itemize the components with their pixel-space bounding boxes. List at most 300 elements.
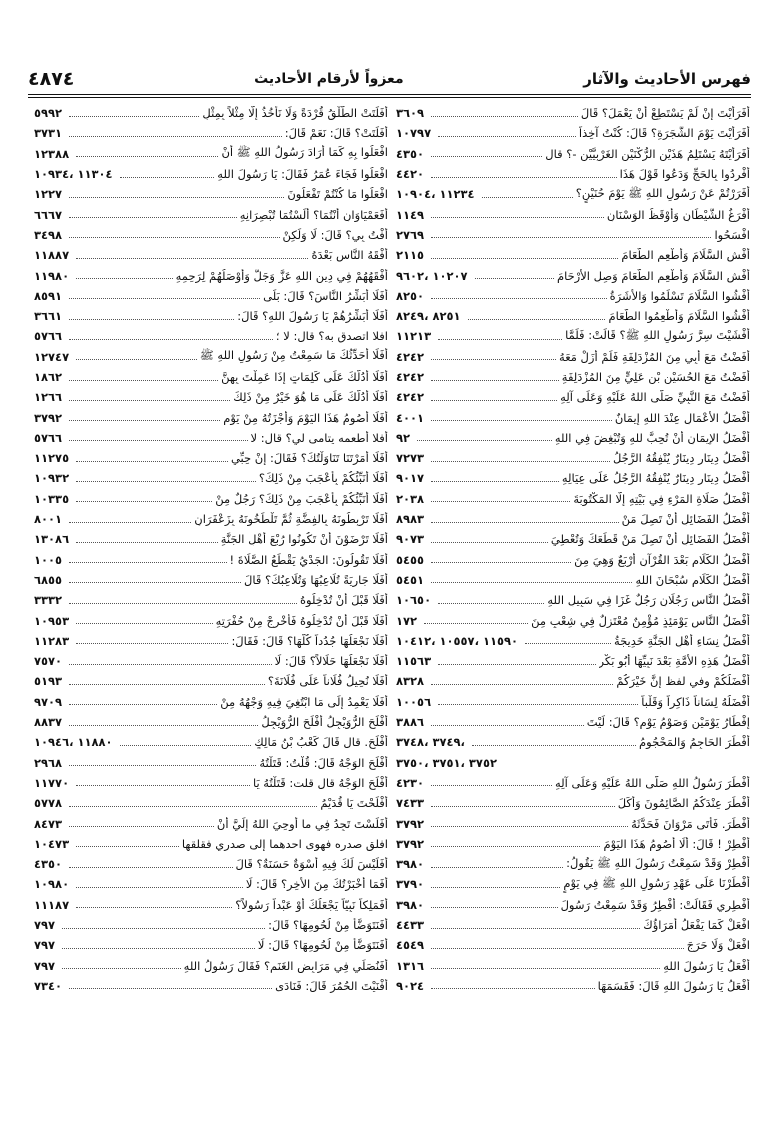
header-rule	[28, 94, 751, 95]
index-entry	[396, 347, 750, 367]
leader-dots	[69, 380, 218, 381]
page-header	[28, 66, 751, 92]
hadith-text: أَفْضَلُ الكَلَامِ بَعْدَ القُرْآنِ أَرْبَعٌ وَهِيَ مِنَ	[574, 552, 750, 567]
header-title: فهرس الأحاديث والآثار	[583, 70, 751, 88]
hadith-number: ١٢٧٤٧	[34, 349, 70, 364]
hadith-number: ٤٢٤٢	[396, 390, 425, 405]
hadith-number: ٤٥٤٩	[396, 938, 425, 953]
hadith-text: أَفْشُوا السَّلَامَ تَسْلَمُوا وَالأَشَرَةُ	[609, 288, 750, 303]
hadith-number: ٤٤٢٠	[396, 167, 425, 182]
hadith-text: أَفْعَلُ يَا رَسُولَ اللهِ	[663, 958, 750, 973]
leader-dots	[76, 258, 308, 259]
leader-dots	[438, 704, 638, 705]
leader-dots	[120, 177, 215, 178]
leader-dots	[431, 298, 607, 299]
leader-dots	[69, 420, 220, 421]
leader-dots	[431, 481, 559, 482]
index-entry	[34, 367, 388, 387]
hadith-number: ٣٧٣١	[34, 126, 63, 141]
hadith-text: أَفْطَرَ. فَأَتَى مَرْوَانَ فَحَدَّثَهُ	[631, 816, 750, 831]
hadith-text: إِفْطَارُ يَوْمَيْنِ وَصَوْمُ يَوْمٍ؟ قَالَ: لَيْتَ	[586, 715, 750, 730]
leader-dots	[69, 116, 199, 117]
hadith-text: أَفْشِ السَّلَامَ وَأَطْعِمِ الطَّعَامَ وَصِلِ الأَرْحَامَ	[556, 268, 750, 283]
index-entry	[34, 306, 388, 326]
hadith-text: أَفْشُوا السَّلَامَ وَأَطْعِمُوا الطَّعَامَ	[608, 309, 750, 324]
hadith-text: أَفَمَا أَخْبَرْتُكَ مِنَ الأَخِرِ؟ قَالَ: لَا	[245, 877, 388, 892]
hadith-text: أَفَلَا نَجْعَلُهَا جُدُداً كُلَّهَا؟ قَالَ: فَقَالَ:	[231, 633, 388, 648]
leader-dots	[69, 339, 273, 340]
hadith-number: ١٨٦٢	[34, 370, 63, 384]
hadith-text: افْعَلْ كَمَا يَفْعَلُ أُمَرَاؤُكَ	[643, 918, 750, 933]
index-entry	[34, 935, 388, 955]
hadith-number: ١٠٠٥٦	[396, 694, 432, 709]
hadith-number: ٢١١٥	[396, 248, 425, 263]
hadith-number: ١١٤٩	[396, 207, 425, 222]
index-entry	[34, 610, 388, 630]
hadith-text: أَفَلَا أُبَشِّرُ النَّاسَ؟ قَالَ: بَلَى	[263, 288, 388, 303]
hadith-text: أَفْطَرَ رَسُولُ اللهِ صَلَّى اللهُ عَلَيْهِ وَعَلَى آلِهِ	[554, 775, 750, 790]
leader-dots	[76, 156, 218, 157]
index-entry	[34, 915, 388, 935]
hadith-number: ١١٥٩٠ ،١٠٥٥٧ ،١٠٤١٢	[396, 633, 519, 648]
hadith-number: ٩٠٢٤	[396, 978, 425, 993]
hadith-text: أَفَلَا تَرْضَوْنَ أَنْ تَكُونُوا رُبْعَ أَهْلِ الجَنَّةِ	[220, 532, 388, 547]
leader-dots	[468, 319, 606, 320]
index-entry	[34, 164, 388, 184]
leader-dots	[475, 278, 554, 279]
hadith-text: أَفَضْتُ مَعَ الحُسَيْنِ بْنِ عَلِيٍّ مِنَ المُزْدَلِفَةِ	[561, 370, 750, 384]
hadith-text: أَفَلَا أُنَبِّئُكُمْ بِأَعْجَبَ مِنْ ذَلِكَ؟ رَجُلٌ مِنْ	[215, 491, 388, 506]
hadith-number: ٨٩٨٣	[396, 512, 425, 527]
hadith-number: ١٠٧٩٧	[396, 126, 432, 141]
index-entry	[396, 326, 750, 346]
index-entry	[34, 265, 388, 285]
hadith-text: افلا اتصدق به؟ قال: لا ؛	[275, 329, 388, 344]
hadith-number: ٣٧٩٢	[396, 816, 425, 831]
leader-dots	[62, 968, 181, 969]
leader-dots	[431, 562, 571, 563]
index-entry	[396, 793, 750, 813]
hadith-text: أَفْضَلُ دِينَارٍ دِينَارٌ يُنْفِقُهُ الرَّجُلُ	[612, 451, 750, 466]
leader-dots	[431, 948, 684, 949]
hadith-number: ١٢٣٨٨	[34, 146, 70, 161]
index-entry	[396, 773, 750, 793]
hadith-text: أَفَرَأَيْتَ يَوْمَ الشَّجَرَةِ؟ قَالَ: كُنْتُ آخِذاً	[578, 126, 750, 141]
hadith-number: ٩٠١٧	[396, 471, 425, 486]
index-entry	[34, 144, 388, 164]
leader-dots	[120, 745, 252, 746]
index-entry	[34, 245, 388, 265]
hadith-text: أَفَلَا أَمَرْتَنَا تَنَاوَلْتُكَ؟ فَقَالَ: إِنْ حِبِّي	[230, 451, 388, 466]
hadith-number: ١٠٩٣٢	[34, 471, 70, 486]
hadith-number: ٢٠٣٨	[396, 491, 425, 506]
hadith-text: افلق صدره فهوى احدهما إلى صدري فقلقها	[181, 836, 388, 851]
index-entry	[34, 895, 388, 915]
hadith-text: أَفَنَتَوَضَّأُ مِنْ لُحُومِهَا؟ قَالَ:	[268, 918, 388, 933]
index-entry	[396, 164, 750, 184]
hadith-number: ٣٣٣٢	[34, 593, 63, 608]
index-entry	[34, 103, 388, 123]
hadith-number: ١٢٦٦	[34, 390, 63, 405]
hadith-number: ٨٥٩١	[34, 288, 63, 303]
hadith-text: أَفَمَلِكاً نَبِيّاً يَجْعَلُكَ أَوْ عَبْداً رَسُولاً؟	[235, 897, 388, 912]
leader-dots	[431, 785, 552, 786]
hadith-number: ١١٢٨٣	[34, 633, 70, 648]
hadith-text: أَفْلَحْتَ يَا قُدَيْمُ	[320, 796, 388, 811]
hadith-text: أَفْطَرَ عِنْدَكُمُ الصَّائِمُونَ وَأَكَلَ	[617, 796, 750, 811]
hadith-text: أَفَلَا تَقُولُونَ: الجَدْيُ يَقْطَعُ الصَّلَاةَ !	[229, 552, 388, 567]
hadith-text: أَفْلَحَ الوَجْهُ قال قلت: قَتَلْتُهُ يَا	[252, 775, 388, 790]
hadith-number: ٥٤٥١	[396, 572, 425, 587]
hadith-number: ٧٥٧٠	[34, 654, 63, 669]
hadith-number: ٣٨٨٦	[396, 715, 425, 730]
hadith-text: أَفَضْتُ مَعَ أَبِي مِنَ المُزْدَلِفَةِ فَلَمْ أَزَلْ مَعَهُ	[559, 349, 750, 364]
hadith-text: أَفْطَرَ الحَاجِمُ وَالمَحْجُومُ	[639, 735, 750, 750]
index-entry	[34, 712, 388, 732]
hadith-number: ٧٩٧	[34, 958, 56, 973]
index-entry	[396, 225, 750, 245]
hadith-text: أَفَلَا قَبْلَ أَنْ تُدْخِلُوهُ	[300, 593, 388, 608]
index-entry	[34, 874, 388, 894]
hadith-text: أَفَلَا أَدُلُّكَ عَلَى مَا هُوَ خَيْرٌ مِنْ ذَلِكَ	[233, 390, 388, 405]
leader-dots	[69, 217, 237, 218]
leader-dots	[69, 136, 282, 137]
hadith-number: ٣٦٦١	[34, 309, 63, 324]
index-entry	[34, 976, 388, 996]
hadith-text: أَفَلَسْتَ تَجِدُ فِي ما أُوحِيَ اللهُ إِلَيَّ أَنْ	[216, 816, 388, 831]
hadith-number: ٨٠٠١	[34, 512, 63, 527]
leader-dots	[431, 887, 560, 888]
index-entry	[396, 631, 750, 651]
leader-dots	[431, 988, 595, 989]
index-entry	[396, 935, 750, 955]
hadith-number: ٩٢	[396, 430, 411, 445]
leader-dots	[431, 380, 559, 381]
leader-dots	[431, 846, 600, 847]
index-entry	[34, 793, 388, 813]
hadith-text: افْعَلْ وَلَا حَرَجَ	[686, 938, 750, 953]
index-entry	[396, 428, 750, 448]
index-entry	[34, 753, 388, 773]
leader-dots	[431, 400, 557, 401]
leader-dots	[76, 785, 250, 786]
hadith-text: أَفْلَحَ الرُّوَيْجِلُ أَفْلَحَ الرُّوَيْجِلُ	[261, 715, 388, 730]
leader-dots	[76, 643, 228, 644]
leader-dots	[431, 928, 640, 929]
index-entry	[34, 550, 388, 570]
leader-dots	[76, 461, 228, 462]
hadith-number: ٥٧٦٦	[34, 430, 63, 445]
index-entry	[396, 367, 750, 387]
index-entry	[34, 692, 388, 712]
index-entry	[34, 448, 388, 468]
header-rule-thin	[28, 97, 751, 98]
hadith-number: ١٠٢٠٧ ،٩٦٠٢	[396, 268, 468, 283]
index-entry	[34, 468, 388, 488]
hadith-number: ٤٢٤٢	[396, 349, 425, 364]
index-entry	[396, 854, 750, 874]
hadith-number: ٦٨٥٥	[34, 572, 63, 587]
hadith-number: ٣٧٩٢	[34, 410, 63, 425]
index-entry	[34, 631, 388, 651]
index-entry	[396, 570, 750, 590]
leader-dots	[69, 704, 217, 705]
leader-dots	[76, 359, 197, 360]
leader-dots	[69, 826, 214, 827]
leader-dots	[76, 501, 212, 502]
hadith-text: أَفَلَا نَجْعَلُهَا حَلَالاً؟ قَالَ: لَا	[274, 654, 388, 669]
hadith-number: ١١٢٣٤ ،١٠٩٠٤	[396, 187, 475, 202]
index-entry	[34, 407, 388, 427]
hadith-text: أَفَلَا أُنَبِّئُكُمْ بِأَعْجَبَ مِنْ ذَلِكَ؟	[258, 471, 388, 486]
index-entry	[396, 144, 750, 164]
hadith-number: ١١٨٨٧	[34, 248, 70, 263]
leader-dots	[69, 562, 226, 563]
hadith-number: ١٠٦٥٠	[396, 593, 432, 608]
hadith-number: ٤٠٠١	[396, 410, 425, 425]
leader-dots	[431, 116, 578, 117]
hadith-number: ٨٢٥١ ،٨٢٤٩	[396, 309, 461, 324]
leader-dots	[69, 522, 191, 523]
hadith-number: ٨٢٥٠	[396, 288, 425, 303]
hadith-text: أَفْضَلُ دِينَارٍ دِينَارٌ يُنْفِقُهُ الرَّجُلُ عَلَى عِيَالِهِ	[561, 471, 750, 486]
index-entry	[396, 955, 750, 975]
hadith-text: أَفْضَلُ الفَضَائِلِ أَنْ تَصِلَ مَنْ	[621, 512, 750, 527]
index-entry	[34, 813, 388, 833]
hadith-text: أَفْطَرْنَا عَلَى عَهْدِ رَسُولِ اللهِ ﷺ فِي يَوْمٍ	[563, 875, 750, 890]
leader-dots	[482, 197, 573, 198]
leader-dots	[76, 481, 256, 482]
index-entry	[34, 651, 388, 671]
hadith-number: ٣٦٠٩	[396, 106, 425, 121]
leader-dots	[438, 603, 544, 604]
leader-dots	[431, 359, 556, 360]
index-entry	[396, 103, 750, 123]
hadith-number: ١٠٣٣٥	[34, 491, 70, 506]
hadith-text: أَفْتُ بِي؟ قَالَ: لَا وَلَكِنْ	[282, 227, 388, 242]
leader-dots	[431, 237, 711, 238]
hadith-number: ١١٣٠٤ ،١٠٩٣٤	[34, 167, 113, 182]
index-entry	[34, 123, 388, 143]
hadith-number: ٣٧٩٢	[396, 836, 425, 851]
hadith-text: أَفْعَلُ يَا رَسُولَ اللهِ قَالَ: فَقَسَمَهَا	[597, 978, 750, 993]
hadith-text: أَفْقَهُ النَّاسِ بَعْدَهُ	[311, 248, 388, 263]
hadith-text: أَفْشَيْتَ سِرَّ رَسُولِ اللهِ ﷺ؟ قَالَتْ: فَلَمَّا	[565, 327, 750, 342]
hadith-number: ٨٤٧٣	[34, 816, 63, 831]
hadith-text: أَفْضَلُ هَذِهِ الأُمَّةِ بَعْدَ نَبِيِّهَا أَبُو بَكْرٍ	[598, 654, 750, 669]
leader-dots	[76, 907, 232, 908]
index-entry	[34, 225, 388, 245]
hadith-number: ٣٩٨٠	[396, 857, 425, 872]
index-entry	[396, 286, 750, 306]
leader-dots	[431, 542, 548, 543]
hadith-number: ١٠٤٧٣	[34, 836, 70, 851]
leader-dots	[431, 177, 617, 178]
leader-dots	[431, 420, 612, 421]
hadith-number: ٥٧٧٨	[34, 796, 63, 811]
leader-dots	[69, 867, 232, 868]
hadith-text: أَفَلَا أُحَدِّثُكَ مَا سَمِعْتُ مِنْ رَسُولِ اللهِ ﷺ	[199, 348, 388, 363]
leader-dots	[69, 298, 260, 299]
hadith-number: ٥١٩٣	[34, 674, 63, 689]
right-column	[396, 103, 750, 996]
header-subtitle: معزواً لأرقام الأحاديث	[254, 71, 404, 87]
leader-dots	[431, 156, 542, 157]
hadith-number: ١١١٨٧	[34, 897, 70, 912]
hadith-text: أَفَرَأَيْتَ إِنْ لَمْ يَسْتَطِعْ أَنْ يَعْمَلَ؟ قَالَ	[580, 106, 750, 121]
hadith-text: أَفْضَلُ الإِيمَانِ أَنْ تُحِبَّ للهِ وَتُبْغِضَ فِي اللهِ	[554, 430, 750, 445]
leader-dots	[62, 948, 255, 949]
hadith-text: أَفَضْتُ مَعَ النَّبِيِّ صَلَّى اللهُ عَلَيْهِ وَعَلَى آلِهِ	[560, 390, 750, 405]
hadith-number: ١٧٢	[396, 613, 418, 628]
index-entry	[34, 955, 388, 975]
hadith-number: ١٠٠٥	[34, 552, 63, 567]
leader-dots	[472, 745, 636, 746]
index-entry	[34, 428, 388, 448]
leader-dots	[76, 542, 218, 543]
index-entry	[34, 347, 388, 367]
index-entry	[396, 976, 750, 996]
hadith-number: ١١٨٨٠ ،١٠٩٤٦	[34, 735, 113, 750]
index-entry	[396, 509, 750, 529]
hadith-number: ١١٩٨٠	[34, 268, 70, 283]
hadith-text: أَفْضَلُ نِسَاءِ أَهْلِ الجَنَّةِ خَدِيجَةُ	[613, 633, 750, 648]
hadith-number: ٧٢٧٣	[396, 451, 425, 466]
index-entry	[34, 590, 388, 610]
index-entry	[396, 550, 750, 570]
leader-dots	[69, 988, 272, 989]
leader-dots	[431, 582, 632, 583]
index-entry	[396, 489, 750, 509]
index-entry	[34, 732, 388, 752]
hadith-text: أَفَلَا نُحِيلُ فُلَاناً عَلَى فُلَانَةَ؟	[267, 674, 388, 689]
leader-dots	[69, 806, 317, 807]
hadith-text: أَفَلَا يَعْمِدُ إِلَى مَا ابْتُغِيَ فِيهِ وَجْهُهُ مِنْ	[220, 694, 388, 709]
index-entry	[34, 184, 388, 204]
hadith-text: أَفَنَتَوَضَّأُ مِنْ لُحُومِهَا؟ قَالَ: لَا	[257, 938, 388, 953]
hadith-number: ١١٢١٣	[396, 329, 432, 344]
index-entry	[396, 529, 750, 549]
index-entry	[34, 204, 388, 224]
hadith-number: ٨٨٣٧	[34, 715, 63, 730]
leader-dots	[76, 278, 173, 279]
hadith-number: ٤٢٣٠	[396, 775, 425, 790]
index-entry	[396, 651, 750, 671]
index-entry	[396, 387, 750, 407]
leader-dots	[69, 582, 241, 583]
index-entry	[396, 895, 750, 915]
leader-dots	[424, 623, 528, 624]
leader-dots	[69, 725, 258, 726]
hadith-number: ٣٤٩٨	[34, 227, 63, 242]
index-entry	[34, 286, 388, 306]
hadith-text: أَفْلَحَ الوَجْهُ قَالَ: قُلْتُ: قَتَلْتُهُ	[259, 755, 388, 770]
hadith-text: أَفْضَلُهُ لِسَاناً ذَاكِراً وَقَلْباً	[641, 694, 750, 709]
hadith-text: أَفَلَا أَدُلُّكَ عَلَى كَلِمَاتٍ إِذَا عَمِلْتَ بِهِنَّ	[221, 370, 388, 384]
leader-dots	[431, 826, 628, 827]
hadith-number: ١١٢٧٥	[34, 451, 70, 466]
index-entry	[34, 509, 388, 529]
hadith-number: ٢٧٦٩	[396, 227, 425, 242]
hadith-number: ١١٥٦٣	[396, 654, 432, 669]
hadith-number: ،٣٧٤٩ ،٣٧٤٨	[396, 735, 465, 750]
hadith-text: أَفْضَلُ الأَعْمَالِ عِنْدَ اللهِ إِيمَانٌ	[614, 410, 750, 425]
index-entry	[396, 468, 750, 488]
hadith-number: ٤٣٥٠	[34, 857, 63, 872]
leader-dots	[525, 643, 611, 644]
hadith-text: أَفَلَا قَبْلَ أَنْ تُدْخِلُوهُ فَأَخْرِجْ مِنْ حُفْرَتِهِ	[215, 613, 388, 628]
left-column	[34, 103, 388, 996]
hadith-text: أَفْضَلُكُمْ وفي لفظ إِنَّ خَيْرَكُمْ	[616, 674, 750, 689]
hadith-number: ١٠٩٨٠	[34, 877, 70, 892]
index-entry	[396, 915, 750, 935]
index-entry	[34, 834, 388, 854]
index-entry	[34, 489, 388, 509]
index-entry	[34, 773, 388, 793]
leader-dots	[438, 339, 562, 340]
leader-dots	[62, 928, 265, 929]
leader-dots	[431, 968, 660, 969]
hadith-text: أَفَلَا أُبَشِّرُهُمْ يَا رَسُولَ اللهِ؟ قَالَ:	[237, 309, 388, 324]
index-entry	[396, 874, 750, 894]
index-entry	[396, 448, 750, 468]
leader-dots	[431, 867, 563, 868]
page-number: ٤٨٧٤	[28, 68, 75, 90]
hadith-number: ٣٩٨٠	[396, 897, 425, 912]
leader-dots	[431, 684, 613, 685]
index-entry	[396, 306, 750, 326]
leader-dots	[76, 623, 213, 624]
hadith-text: أَفَلَا تَرْبِطُونَهُ بِالفِضَّةِ ثُمَّ تَلْطَخُونَهُ بِزَعْفَرَانٍ	[194, 512, 388, 527]
index-entry	[396, 671, 750, 691]
hadith-text: أَفْطِرْ وَقَدْ سَمِعْتُ رَسُولَ اللهِ ﷺ يَقُولُ:	[566, 855, 750, 870]
hadith-text: أَفْلَحَ. قال قَالَ كَعْبُ بْنُ مَالِكٍ	[254, 735, 388, 750]
index-entry	[396, 204, 750, 224]
index-entry	[396, 610, 750, 630]
hadith-number: ٩٠٧٣	[396, 532, 425, 547]
leader-dots	[431, 217, 604, 218]
leader-dots	[69, 765, 256, 766]
hadith-text: أَفْضَلُ النَّاسِ يَوْمَئِذٍ مُؤْمِنٌ مُعْتَزِلٌ فِي شِعْبٍ مِنَ	[531, 613, 750, 628]
index-entry	[396, 265, 750, 285]
leader-dots	[69, 440, 247, 441]
leader-dots	[438, 136, 576, 137]
leader-dots	[431, 806, 615, 807]
hadith-text: افْعَلُوا بِهِ كَمَا أَرَادَ رَسُولُ اللهِ ﷺ أَنْ	[221, 145, 388, 160]
index-entry	[396, 813, 750, 833]
leader-dots	[69, 400, 230, 401]
hadith-text: أَفْضَلُ صَلَاةِ المَرْءِ فِي بَيْتِهِ إِلَّا المَكْتُوبَةَ	[573, 491, 750, 506]
hadith-text: أَفْطِرِي فَقَالَتْ: أُفْطِرُ وَقَدْ سَمِعْتُ رَسُولَ	[560, 897, 750, 912]
hadith-text: أَفَعَمْيَاوَانِ أَنْتُمَا؟ أَلَسْتُمَا تُبْصِرَانِهِ	[239, 207, 388, 222]
index-entry	[34, 387, 388, 407]
hadith-number: ١٣٠٨٦	[34, 532, 70, 547]
hadith-text: أَفْرِدُوا بِالحَجِّ وَدَعُوا قَوْلَ هَذَا	[619, 167, 750, 182]
leader-dots	[76, 846, 179, 847]
leader-dots	[69, 664, 272, 665]
hadith-text: أَفَرَأَيْتَهُ يَسْتَلِمُ هَذَيْنِ الرُّكْنَيْنِ الغَرْبِيَّيْنِ -؟ قال	[545, 146, 750, 161]
leader-dots	[431, 258, 618, 259]
hadith-number: ٣٧٩٠	[396, 877, 425, 892]
hadith-number: ٥٤٥٥	[396, 552, 425, 567]
leader-dots	[69, 603, 297, 604]
index-entry	[396, 712, 750, 732]
hadith-text: أَفْرَغُ الشَّيْطَانِ وَأَوْقَظُ الوَسْنَانِ	[606, 207, 750, 222]
index-entry	[34, 854, 388, 874]
index-entry	[396, 692, 750, 712]
leader-dots	[69, 237, 279, 238]
leader-dots	[431, 725, 584, 726]
